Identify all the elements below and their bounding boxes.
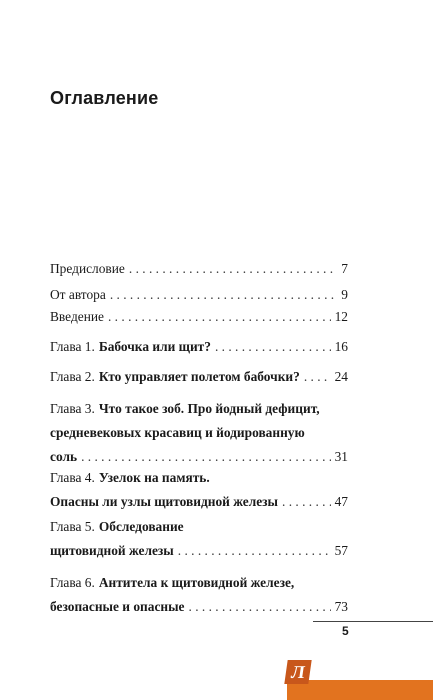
toc-entry-chapter-2[interactable] [50,367,348,387]
chapter-label: Глава 6. [50,575,95,590]
chapter-label: Глава 1. [50,339,95,354]
chapter-title-line: щитовидной железы [50,543,174,558]
toc-entry-chapter-3[interactable] [50,399,348,467]
dot-leader [110,285,337,305]
chapter-label: Глава 5. [50,519,95,534]
chapter-title-line: Опасны ли узлы щитовидной железы [50,494,278,509]
dot-leader [304,367,331,387]
dot-leader [108,307,331,327]
toc-page-number: 57 [334,543,348,558]
chapter-title: Что такое зоб. Про йодный дефицит, [98,401,320,416]
page-title: Оглавление [50,88,159,108]
dot-leader [129,259,337,279]
toc-entry-label: От автора [50,287,106,302]
dot-leader [189,597,331,617]
chapter-label: Глава 2. [50,369,95,384]
chapter-label: Глава 3. [50,401,95,416]
chapter-title-line: средневековых красавиц и йодированную [50,425,305,440]
toc-entry-introduction[interactable] [50,307,348,327]
chapter-label: Глава 4. [50,470,95,485]
dot-leader [282,492,331,512]
toc-page-number: 47 [334,494,348,509]
toc-page-number: 12 [334,309,348,324]
logo-icon: Л [284,660,311,684]
chapter-title-line: соль [50,449,78,464]
toc-entry-preface[interactable] [50,259,348,279]
toc-page-number: 31 [334,449,348,464]
toc-page-number: 24 [334,369,348,384]
toc-entry-from-author[interactable] [50,285,348,305]
chapter-title: Бабочка или щит? [98,339,211,354]
toc-entry-chapter-5[interactable] [50,517,348,561]
toc-entry-label: Введение [50,309,104,324]
footer-rule [313,621,433,622]
chapter-title: Кто управляет полетом бабочки? [98,369,300,384]
chapter-title: Обследование [98,519,184,534]
chapter-title: Антитела к щитовидной железе, [98,575,295,590]
toc-page-number: 7 [341,261,348,276]
dot-leader [215,337,331,357]
chapter-title-line: безопасные и опасные [50,599,185,614]
toc-entry-label: Предисловие [50,261,125,276]
toc-page-number: 16 [334,339,348,354]
toc-entry-chapter-1[interactable] [50,337,348,357]
toc-page-number: 9 [341,287,348,302]
toc-entry-chapter-6[interactable] [50,573,348,617]
dot-leader [81,447,331,467]
publisher-badge [287,680,433,700]
page-number: 5 [342,624,349,638]
toc-entry-chapter-4[interactable] [50,468,348,512]
dot-leader [178,541,331,561]
chapter-title: Узелок на память. [98,470,210,485]
toc-page-number: 73 [334,599,348,614]
